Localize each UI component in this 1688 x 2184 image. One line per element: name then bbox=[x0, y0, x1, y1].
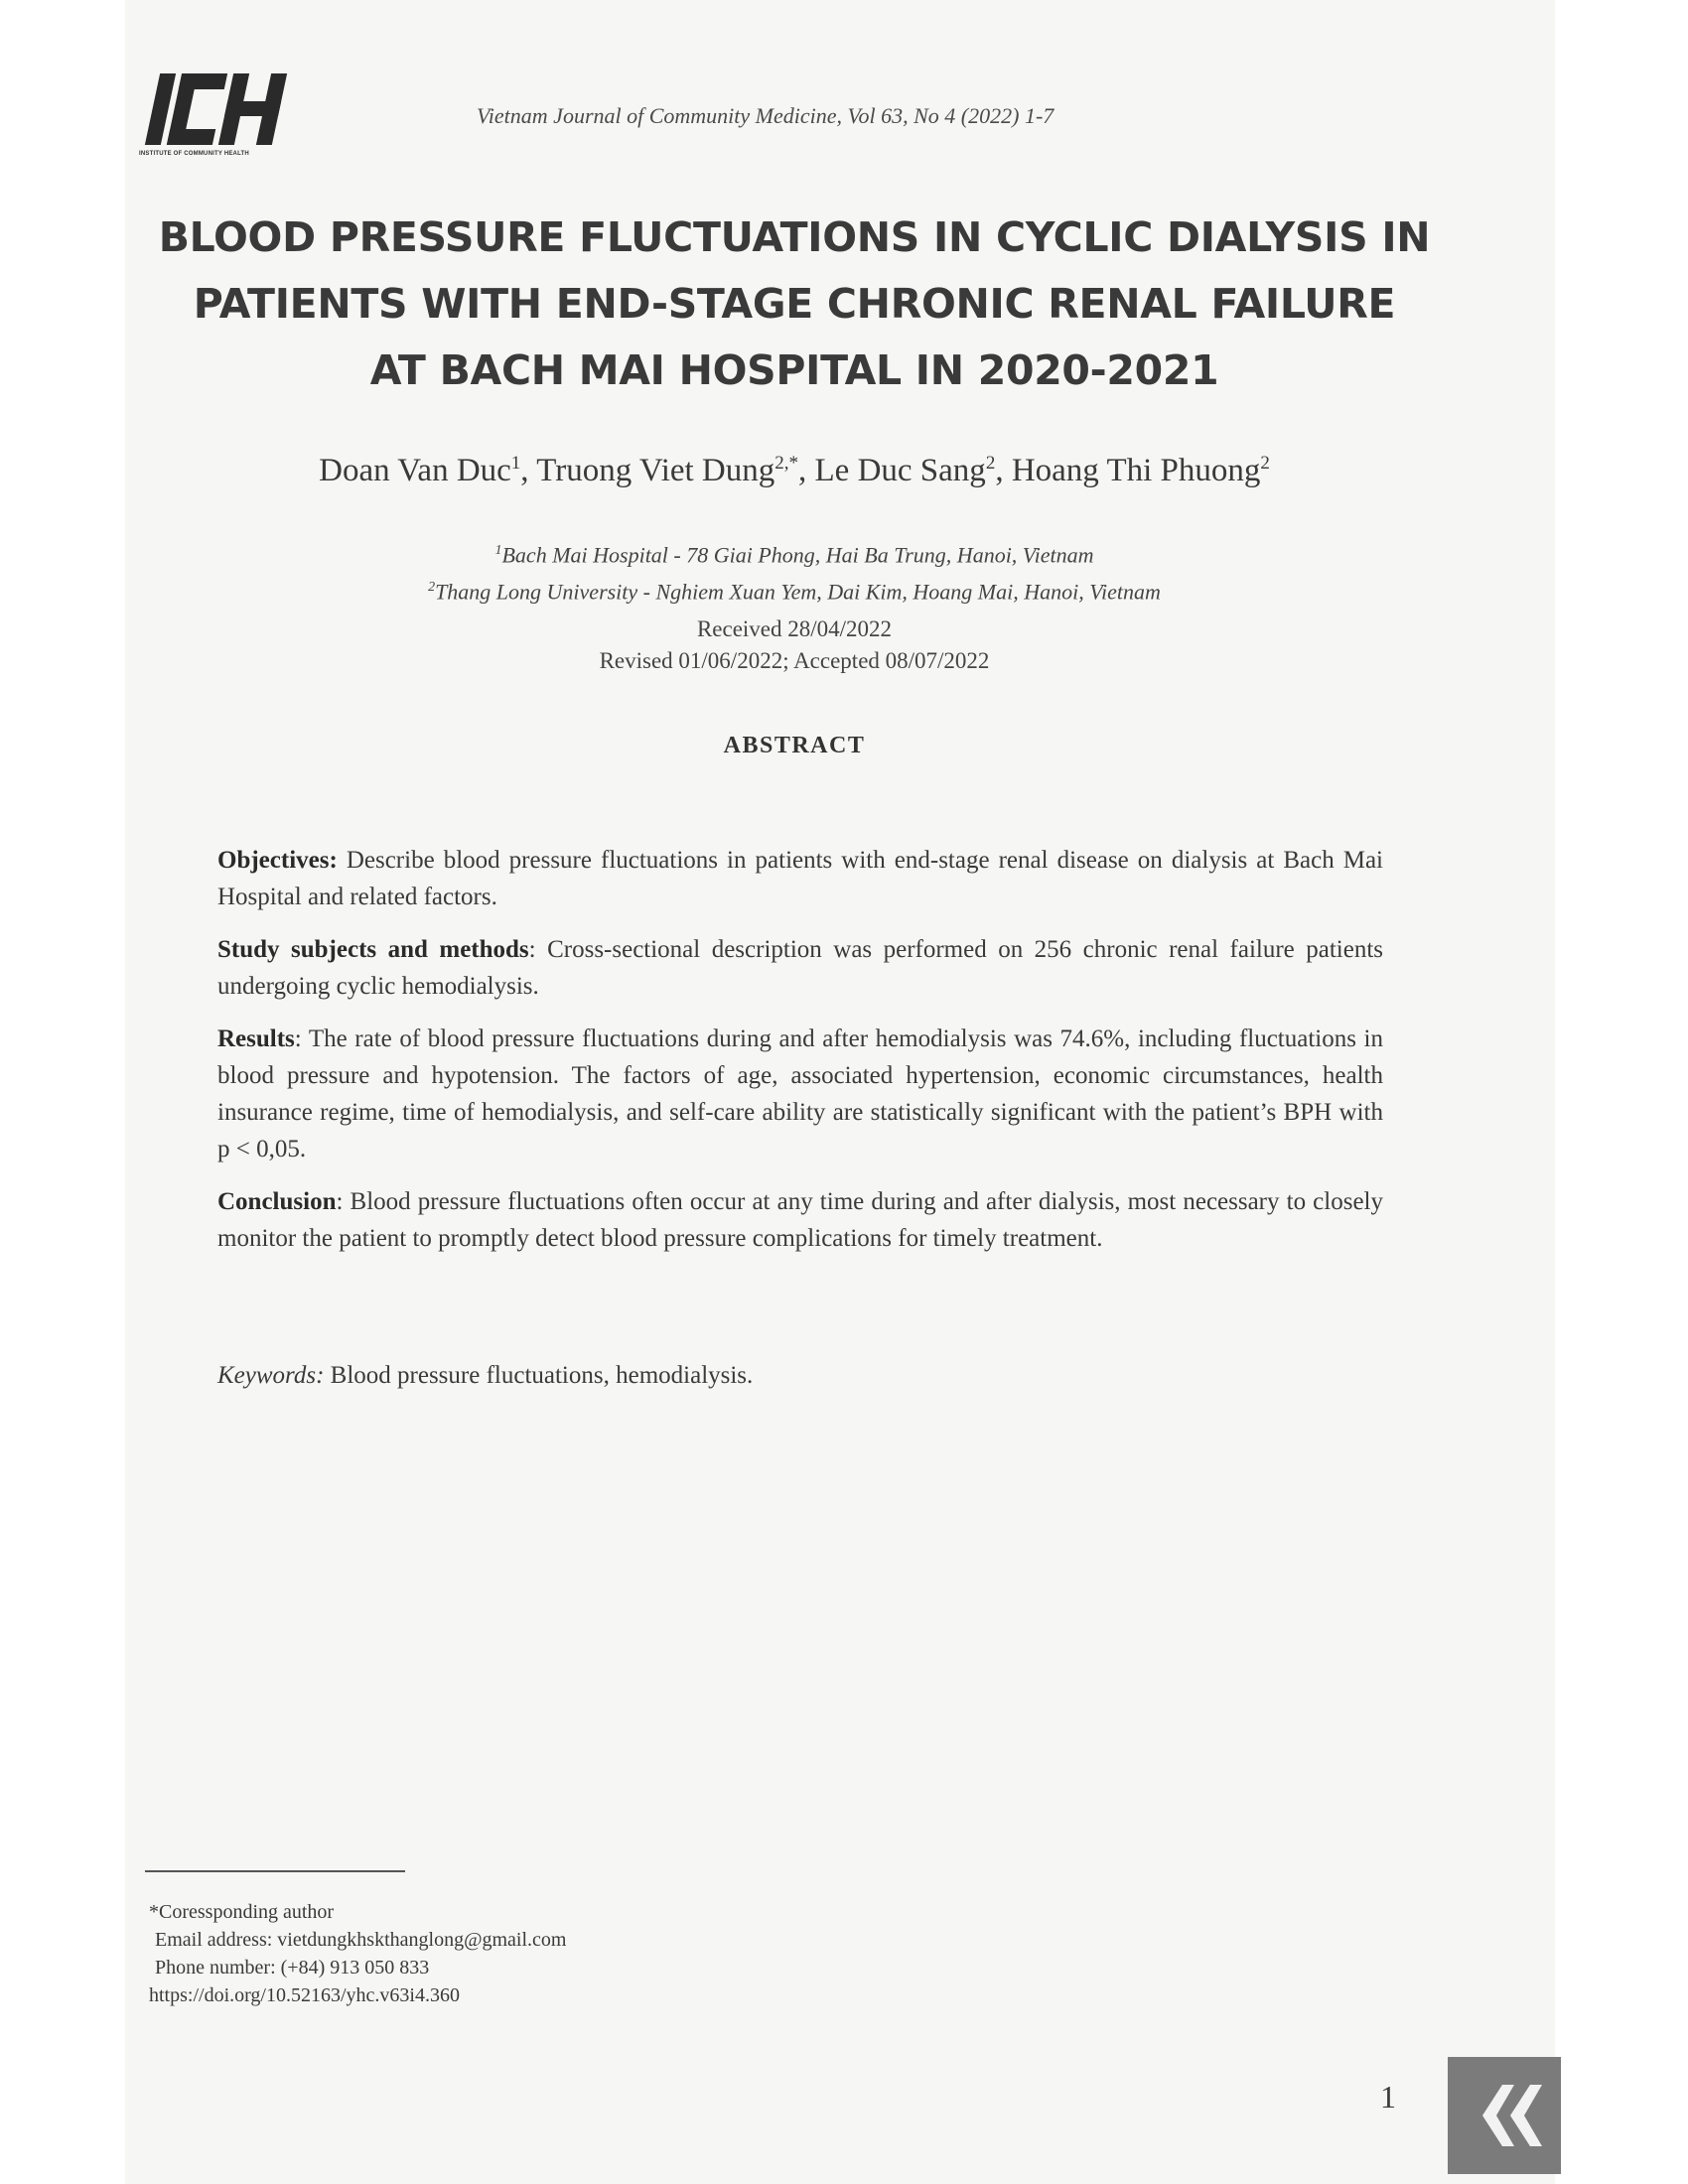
ich-logo-icon bbox=[139, 69, 298, 149]
author-name: Doan Van Duc bbox=[319, 453, 511, 488]
journal-logo bbox=[139, 69, 298, 161]
section-text: : Cross-sectional description was performed on 256 chronic renal failure patients undergoing cyclic hemodialysis. bbox=[217, 936, 1383, 1000]
affiliation-line bbox=[149, 571, 1440, 608]
author-affiliation-mark: 2 bbox=[985, 453, 996, 474]
abstract-section bbox=[217, 1021, 1383, 1167]
author-email[interactable]: Email address: vietdungkhskthanglong@gmail.com bbox=[155, 1929, 567, 1951]
paper-title bbox=[149, 205, 1440, 404]
title-line: BLOOD PRESSURE FLUCTUATIONS IN CYCLIC DIALYSIS IN bbox=[158, 213, 1431, 261]
revised-accepted-date: Revised 01/06/2022; Accepted 08/07/2022 bbox=[599, 648, 990, 673]
section-label: Conclusion bbox=[217, 1188, 337, 1215]
keywords-label: Keywords: bbox=[217, 1362, 325, 1389]
doi-link[interactable]: https://doi.org/10.52163/yhc.v63i4.360 bbox=[149, 1984, 460, 2006]
affiliation-mark: 1 bbox=[494, 543, 502, 558]
author-name: Le Duc Sang bbox=[814, 453, 986, 488]
abstract-section bbox=[217, 842, 1383, 915]
author-list: Doan Van Duc$^1$, Truong Viet Dung$^{2,*}$, Le Duc Sang$^2$, Hoang Thi Phuong$^2$ bbox=[319, 453, 1270, 488]
keywords bbox=[217, 1362, 1383, 1390]
double-chevron-left-icon bbox=[1465, 2079, 1544, 2152]
section-label: Results bbox=[217, 1025, 295, 1052]
keywords-text: Blood pressure fluctuations, hemodialysis. bbox=[324, 1362, 754, 1389]
section-label: Objectives: bbox=[217, 847, 338, 874]
abstract-section bbox=[217, 931, 1383, 1005]
affiliation-text: Thang Long University - Nghiem Xuan Yem, Dai Kim, Hoang Mai, Hanoi, Vietnam bbox=[435, 579, 1161, 605]
previous-page-button[interactable] bbox=[1448, 2057, 1561, 2174]
abstract-section bbox=[217, 1183, 1383, 1257]
footnote bbox=[149, 1898, 943, 2009]
section-text: Describe blood pressure fluctuations in patients with end-stage renal disease on dialysis at Bach Mai Hospital and related factors. bbox=[217, 847, 1383, 910]
affiliation-line bbox=[149, 534, 1440, 571]
author-affiliation-mark: 1 bbox=[510, 453, 521, 474]
affiliation-mark: 2 bbox=[428, 580, 436, 596]
received-date: Received 28/04/2022 bbox=[696, 616, 893, 641]
section-label: Study subjects and methods bbox=[217, 936, 529, 963]
author-name: Hoang Thi Phuong bbox=[1011, 453, 1261, 488]
abstract-heading: ABSTRACT bbox=[723, 733, 866, 758]
author-affiliation-mark: 2 bbox=[1260, 453, 1270, 474]
affiliations bbox=[149, 534, 1440, 609]
author-phone: Phone number: (+84) 913 050 833 bbox=[155, 1957, 430, 1979]
affiliation-text: Bach Mai Hospital - 78 Giai Phong, Hai Ba Trung, Hanoi, Vietnam bbox=[501, 542, 1094, 568]
abstract-body bbox=[217, 842, 1383, 1273]
logo-caption: INSTITUTE OF COMMUNITY HEALTH bbox=[139, 151, 249, 157]
corresponding-author-note: *Coressponding author bbox=[149, 1901, 335, 1923]
footnote-divider bbox=[145, 1870, 405, 1872]
author-affiliation-mark: 2,* bbox=[774, 453, 799, 474]
title-line: PATIENTS WITH END-STAGE CHRONIC RENAL FAILURE bbox=[193, 280, 1396, 328]
section-text: : The rate of blood pressure fluctuations during and after hemodialysis was 74.6%, including fluctuations in blood pressure and hypotension. The factors of age, associated hypertension, economic circumstances, health insurance regime, time of hemodialysis, and self-care ability are statistically significant with the patient’s BPH with p < 0,05. bbox=[217, 1025, 1383, 1162]
journal-citation: Vietnam Journal of Community Medicine, Vol 63, No 4 (2022) 1-7 bbox=[477, 103, 1055, 128]
title-line: AT BACH MAI HOSPITAL IN 2020-2021 bbox=[369, 346, 1219, 394]
section-text: : Blood pressure fluctuations often occur at any time during and after dialysis, most necessary to closely monitor the patient to promptly detect blood pressure complications for timely treatment. bbox=[217, 1188, 1383, 1252]
article-dates bbox=[149, 614, 1440, 677]
page-number: 1 bbox=[1380, 2079, 1396, 2115]
author-name: Truong Viet Dung bbox=[536, 453, 775, 488]
